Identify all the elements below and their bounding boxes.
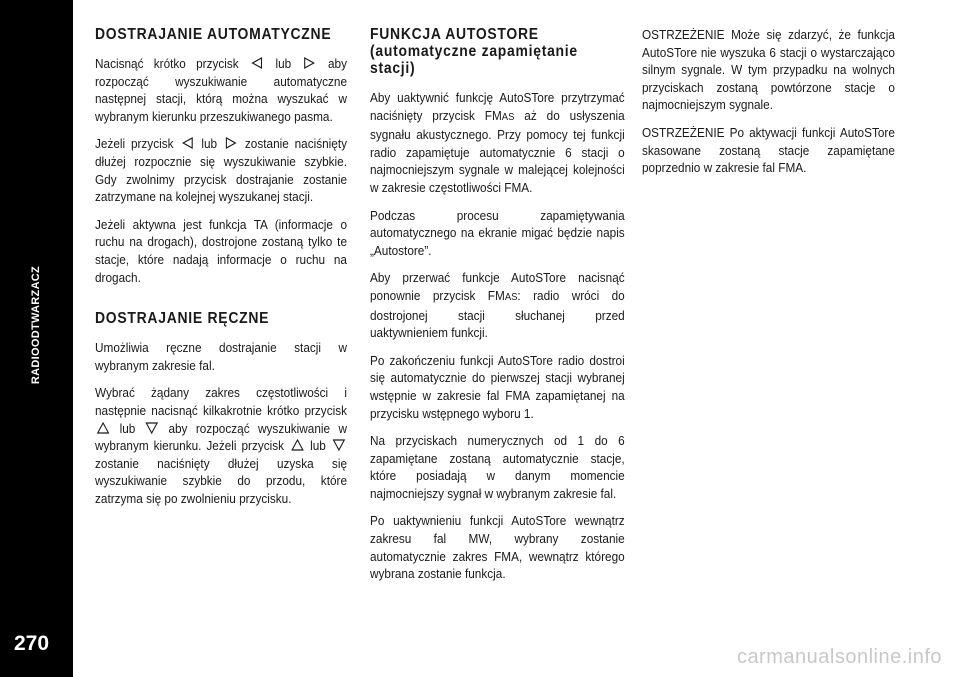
warning-paragraph: OSTRZEŻENIE Po aktywacji funkcji AutoSTore skasowane zostaną stacje zapamiętane poprzednio w zakresie fal FMA. <box>642 124 895 176</box>
section-label-text: RADIOODTWARZACZ <box>30 265 42 385</box>
warning-paragraph: OSTRZEŻENIE Może się zdarzyć, że funkcja AutoSTore nie wyszuka 6 stacji o wystarczająco silnym sygnale. W tym przypadku na wolnych przyciskach zostaną powtórzone stacje o najmocniejszym sygnale. <box>642 27 895 113</box>
triangle-up-icon <box>97 422 110 434</box>
heading-manual-tuning: DOSTRAJANIE RĘCZNE <box>95 310 270 328</box>
text: AS <box>504 290 518 303</box>
column-1 <box>95 26 347 517</box>
paragraph <box>370 89 625 197</box>
paragraph: Na przyciskach numerycznych od 1 do 6 zapamiętane zostaną automatycznie stacje, które posiadają w danym momencie najmocniejszy sygnał w wybranym zakresie fal. <box>370 433 625 501</box>
paragraph <box>95 384 347 507</box>
text: zostanie naciśnięty dłużej uzyska się wyszukiwanie szybkie do przodu, które zatrzyma się po zwolnieniu przycisku. <box>95 455 347 506</box>
text: zostanie naciśnięty dłużej rozpocznie się wyszukiwanie szybkie. Gdy zwolnimy przycisk dostrajanie zostanie zatrzymane na kolejnej wyszukanej stacji. <box>95 136 348 205</box>
text: lub <box>119 420 136 436</box>
triangle-down-icon <box>333 439 346 451</box>
paragraph: Po zakończeniu funkcji AutoSTore radio dostroi się automatycznie do pierwszej stacji wybranej wstępnie w zakresie fal FMA zapamiętanej na przycisku wstępnego wyboru 1. <box>370 352 625 421</box>
triangle-right-icon <box>303 57 316 69</box>
paragraph <box>95 55 347 125</box>
paragraph <box>370 269 625 341</box>
heading-auto-tuning: DOSTRAJANIE AUTOMATYCZNE <box>95 26 332 43</box>
text: AS <box>501 110 515 123</box>
text: Aby uaktywnić funkcję AutoSTore przytrzymać naciśnięty przycisk FM <box>370 90 625 123</box>
text: Wybrać żądany zakres częstotliwości i następnie nacisnąć kilkakrotnie krótko przycisk <box>95 385 347 418</box>
sidebar <box>0 0 73 677</box>
triangle-down-icon <box>146 422 159 434</box>
text: Jeżeli przycisk <box>95 136 174 152</box>
text: : radio wróci do dostrojonej stacji słuchanej przed uaktywnieniem funkcji. <box>370 287 625 341</box>
triangle-left-icon <box>251 57 264 69</box>
paragraph: Po uaktywnieniu funkcji AutoSTore wewnątrz zakresu fal MW, wybrany zostanie automatycznie zakres FMA, wewnątrz którego wybrana zostanie funkcja. <box>370 513 625 582</box>
text: lub <box>275 56 292 71</box>
paragraph: Umożliwia ręczne dostrajanie stacji w wybranym zakresie fal. <box>95 340 347 373</box>
paragraph <box>95 135 347 205</box>
text: lub <box>310 438 326 454</box>
column-3 <box>642 26 895 187</box>
triangle-left-icon <box>181 137 194 149</box>
triangle-right-icon <box>225 137 238 149</box>
text: aż do usłyszenia sygnału akustycznego. Przy pomocy tej funkcji radio zapamiętuje automatycznie 6 stacji o najmocniejszym sygnale w malejącej kolejności w zakresie częstotliwości FMA. <box>370 107 625 195</box>
section-label <box>8 255 64 395</box>
page-number: 270 <box>14 632 50 655</box>
paragraph: Jeżeli aktywna jest funkcja TA (informacje o ruchu na drogach), dostrojone zostaną tylko te stacje, które nadają informacje o ruchu na drogach. <box>95 216 347 285</box>
paragraph: Podczas procesu zapamiętywania automatycznego na ekranie migać będzie napis „Autostore”. <box>370 207 625 258</box>
text: aby rozpocząć wyszukiwanie w wybranym kierunku. Jeżeli przycisk <box>95 420 348 454</box>
column-2 <box>370 26 625 593</box>
triangle-up-icon <box>291 439 304 451</box>
watermark: carmanualsonline.info <box>736 646 942 668</box>
text: lub <box>201 136 218 152</box>
heading-autostore: FUNKCJA AUTOSTORE (automatyczne zapamiętanie stacji) <box>370 26 578 77</box>
text: Aby przerwać funkcje AutoSTore nacisnąć ponownie przycisk FM <box>370 270 625 303</box>
text: aby rozpocząć wyszukiwanie automatyczne następnej stacji, którą można wyszukać w wybranym kierunku przeszukiwanego pasma. <box>95 56 348 124</box>
text: Nacisnąć krótko przycisk <box>95 56 239 71</box>
